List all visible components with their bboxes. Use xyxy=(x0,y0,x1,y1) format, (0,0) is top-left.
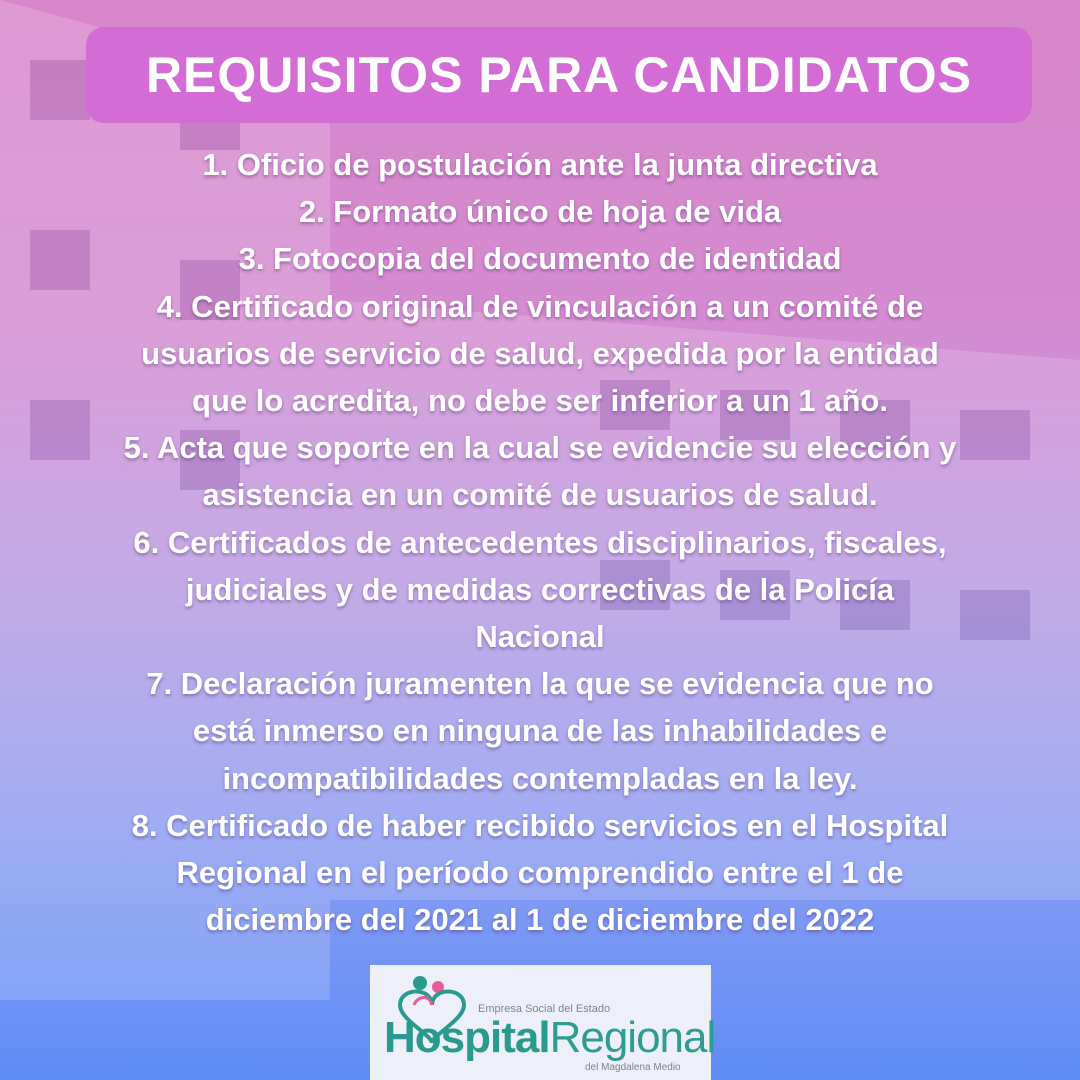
list-item: 3. Fotocopia del documento de identidad xyxy=(238,241,842,277)
hospital-logo xyxy=(370,965,716,1080)
list-item: Regional en el período comprendido entre el 1 de xyxy=(176,855,904,891)
list-item: 6. Certificados de antecedentes disciplinarios, fiscales, xyxy=(133,524,947,560)
list-item: está inmerso en ninguna de las inhabilidades e xyxy=(192,713,888,749)
list-item: 1. Oficio de postulación ante la junta directiva xyxy=(202,147,878,182)
title-banner xyxy=(86,27,1032,123)
logo-subtitle: Empresa Social del Estado xyxy=(478,1003,611,1015)
list-item: 5. Acta que soporte en la cual se evidencie su elección y xyxy=(123,430,957,466)
list-item: 2. Formato único de hoja de vida xyxy=(298,194,782,230)
list-item: Nacional xyxy=(475,619,605,655)
logo-name xyxy=(384,1013,715,1063)
page-title: REQUISITOS PARA CANDIDATOS xyxy=(145,47,973,103)
logo-tagline: del Magdalena Medio xyxy=(585,1062,681,1073)
list-item: diciembre del 2021 al 1 de diciembre del 2022 xyxy=(205,902,875,938)
list-item: incompatibilidades contempladas en la ley. xyxy=(222,760,858,796)
list-item: asistencia en un comité de usuarios de salud. xyxy=(202,477,878,513)
logo-name-bold: Hospital xyxy=(384,1013,550,1062)
list-item: 4. Certificado original de vinculación a un comité de xyxy=(156,288,924,324)
list-item: que lo acredita, no debe ser inferior a un 1 año. xyxy=(192,383,888,419)
list-item: usuarios de servicio de salud, expedida por la entidad xyxy=(141,335,939,371)
list-item: judiciales y de medidas correctivas de la Policía xyxy=(185,571,895,607)
list-item: 7. Declaración juramenten la que se evidencia que no xyxy=(146,666,934,702)
list-item: 8. Certificado de haber recibido servicios en el Hospital xyxy=(131,807,949,843)
requirements-list xyxy=(40,141,1040,943)
logo-name-light: Regional xyxy=(549,1013,716,1062)
